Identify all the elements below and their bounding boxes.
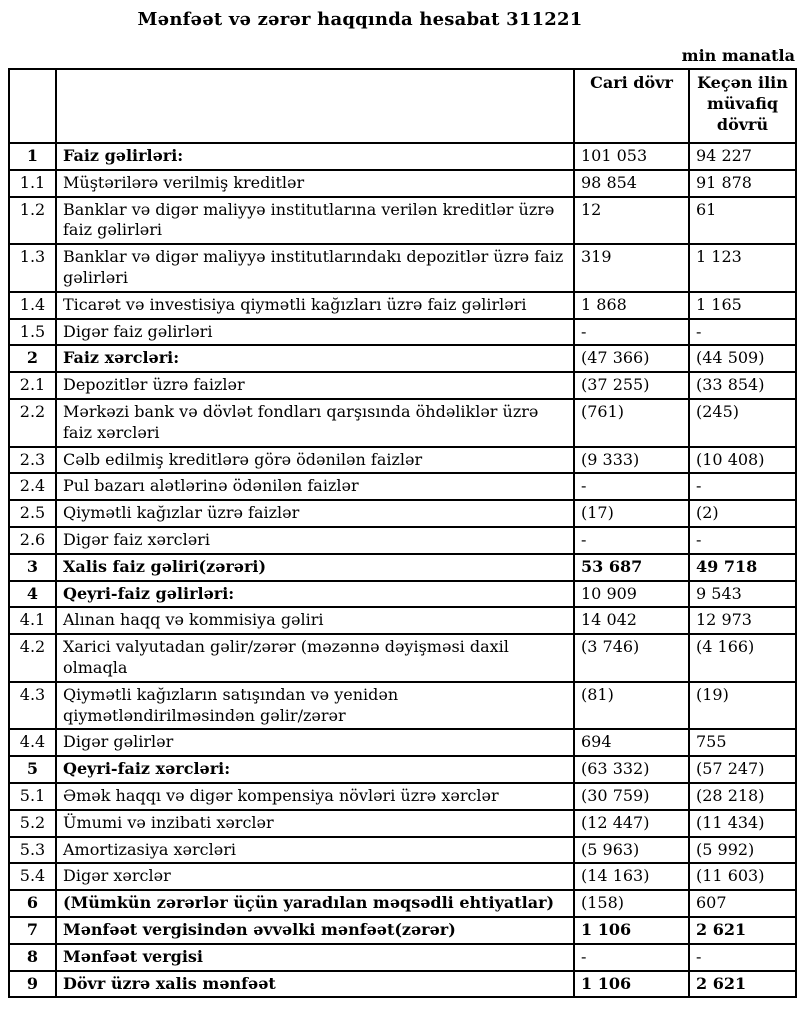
- pnl-table: [8, 68, 797, 998]
- row-label: Mənfəət vergisi: [56, 944, 574, 971]
- row-label: Banklar və digər maliyyə institutlarına verilən kreditlər üzrə faiz gəlirləri: [56, 197, 574, 245]
- row-number: 2.1: [9, 372, 56, 399]
- row-current-value: (9 333): [574, 447, 689, 474]
- row-current-value: (158): [574, 890, 689, 917]
- row-previous-value: (28 218): [689, 783, 796, 810]
- row-label: Cəlb edilmiş kreditlərə görə ödənilən faizlər: [56, 447, 574, 474]
- header-row: [9, 69, 796, 143]
- row-label: Qiymətli kağızlar üzrə faizlər: [56, 500, 574, 527]
- row-number: 2.6: [9, 527, 56, 554]
- row-current-value: 12: [574, 197, 689, 245]
- row-number: 1.3: [9, 244, 56, 292]
- row-label: Digər faiz xərcləri: [56, 527, 574, 554]
- row-previous-value: (57 247): [689, 756, 796, 783]
- row-label: Müştərilərə verilmiş kreditlər: [56, 170, 574, 197]
- row-number: 8: [9, 944, 56, 971]
- row-number: 3: [9, 554, 56, 581]
- row-number: 1.4: [9, 292, 56, 319]
- table-row: [9, 837, 796, 864]
- pnl-table-header: [9, 69, 796, 143]
- row-label: Əmək haqqı və digər kompensiya növləri üzrə xərclər: [56, 783, 574, 810]
- row-current-value: 14 042: [574, 607, 689, 634]
- row-number: 1: [9, 143, 56, 170]
- row-previous-value: (19): [689, 682, 796, 730]
- pnl-table-body: [9, 143, 796, 997]
- row-number: 5.3: [9, 837, 56, 864]
- row-label: Digər gəlirlər: [56, 729, 574, 756]
- row-previous-value: 61: [689, 197, 796, 245]
- row-previous-value: (5 992): [689, 837, 796, 864]
- table-row: [9, 917, 796, 944]
- row-label: Faiz xərcləri:: [56, 345, 574, 372]
- row-current-value: (37 255): [574, 372, 689, 399]
- row-previous-value: (2): [689, 500, 796, 527]
- table-row: [9, 292, 796, 319]
- table-row: [9, 197, 796, 245]
- row-previous-value: (10 408): [689, 447, 796, 474]
- row-current-value: 10 909: [574, 581, 689, 608]
- row-current-value: (5 963): [574, 837, 689, 864]
- table-row: [9, 319, 796, 346]
- row-label: Amortizasiya xərcləri: [56, 837, 574, 864]
- row-previous-value: (11 603): [689, 863, 796, 890]
- header-description-cell: [56, 69, 574, 143]
- row-label: Mənfəət vergisindən əvvəlki mənfəət(zərər): [56, 917, 574, 944]
- row-label: Qeyri-faiz xərcləri:: [56, 756, 574, 783]
- row-label: Pul bazarı alətlərinə ödənilən faizlər: [56, 473, 574, 500]
- row-previous-value: -: [689, 527, 796, 554]
- table-row: [9, 971, 796, 998]
- row-previous-value: 607: [689, 890, 796, 917]
- table-row: [9, 756, 796, 783]
- row-label: Dövr üzrə xalis mənfəət: [56, 971, 574, 998]
- row-number: 2.4: [9, 473, 56, 500]
- row-previous-value: -: [689, 473, 796, 500]
- row-current-value: -: [574, 473, 689, 500]
- unit-note: min manatla: [681, 46, 795, 65]
- row-previous-value: 94 227: [689, 143, 796, 170]
- row-current-value: 53 687: [574, 554, 689, 581]
- table-row: [9, 170, 796, 197]
- row-previous-value: (44 509): [689, 345, 796, 372]
- row-label: Depozitlər üzrə faizlər: [56, 372, 574, 399]
- row-number: 2.5: [9, 500, 56, 527]
- row-number: 4.2: [9, 634, 56, 682]
- row-previous-value: 2 621: [689, 971, 796, 998]
- row-current-value: (12 447): [574, 810, 689, 837]
- table-row: [9, 527, 796, 554]
- table-row: [9, 554, 796, 581]
- table-row: [9, 729, 796, 756]
- row-previous-value: 1 123: [689, 244, 796, 292]
- table-row: [9, 143, 796, 170]
- header-current-period: Cari dövr: [574, 69, 689, 143]
- row-label: Xarici valyutadan gəlir/zərər (məzənnə dəyişməsi daxil olmaqla: [56, 634, 574, 682]
- table-row: [9, 890, 796, 917]
- row-current-value: (14 163): [574, 863, 689, 890]
- row-current-value: -: [574, 319, 689, 346]
- row-current-value: 1 868: [574, 292, 689, 319]
- row-previous-value: 12 973: [689, 607, 796, 634]
- row-previous-value: 755: [689, 729, 796, 756]
- row-current-value: 98 854: [574, 170, 689, 197]
- row-label: (Mümkün zərərlər üçün yaradılan məqsədli ehtiyatlar): [56, 890, 574, 917]
- report-title: Mənfəət və zərər haqqında hesabat 311221: [137, 9, 583, 30]
- row-previous-value: (245): [689, 399, 796, 447]
- row-number: 7: [9, 917, 56, 944]
- row-number: 4.4: [9, 729, 56, 756]
- row-current-value: (3 746): [574, 634, 689, 682]
- row-number: 4.3: [9, 682, 56, 730]
- table-row: [9, 372, 796, 399]
- row-current-value: (30 759): [574, 783, 689, 810]
- row-number: 4: [9, 581, 56, 608]
- table-row: [9, 682, 796, 730]
- row-current-value: (761): [574, 399, 689, 447]
- table-row: [9, 944, 796, 971]
- row-previous-value: (11 434): [689, 810, 796, 837]
- table-row: [9, 607, 796, 634]
- row-number: 6: [9, 890, 56, 917]
- table-row: [9, 500, 796, 527]
- row-number: 2.2: [9, 399, 56, 447]
- row-label: Faiz gəlirləri:: [56, 143, 574, 170]
- table-row: [9, 810, 796, 837]
- row-current-value: 101 053: [574, 143, 689, 170]
- row-previous-value: -: [689, 944, 796, 971]
- row-label: Mərkəzi bank və dövlət fondları qarşısında öhdəliklər üzrə faiz xərcləri: [56, 399, 574, 447]
- row-number: 5: [9, 756, 56, 783]
- row-current-value: 1 106: [574, 971, 689, 998]
- row-number: 2: [9, 345, 56, 372]
- row-label: Qeyri-faiz gəlirləri:: [56, 581, 574, 608]
- row-label: Digər xərclər: [56, 863, 574, 890]
- table-row: [9, 244, 796, 292]
- row-previous-value: (4 166): [689, 634, 796, 682]
- row-number: 1.5: [9, 319, 56, 346]
- row-previous-value: (33 854): [689, 372, 796, 399]
- row-number: 2.3: [9, 447, 56, 474]
- row-previous-value: 9 543: [689, 581, 796, 608]
- table-row: [9, 863, 796, 890]
- row-number: 1.1: [9, 170, 56, 197]
- row-current-value: (17): [574, 500, 689, 527]
- row-label: Xalis faiz gəliri(zərəri): [56, 554, 574, 581]
- row-previous-value: 49 718: [689, 554, 796, 581]
- row-number: 5.2: [9, 810, 56, 837]
- row-current-value: 1 106: [574, 917, 689, 944]
- row-number: 9: [9, 971, 56, 998]
- row-current-value: 319: [574, 244, 689, 292]
- row-previous-value: 2 621: [689, 917, 796, 944]
- row-number: 4.1: [9, 607, 56, 634]
- row-current-value: -: [574, 527, 689, 554]
- row-label: Ticarət və investisiya qiymətli kağızları üzrə faiz gəlirləri: [56, 292, 574, 319]
- row-current-value: 694: [574, 729, 689, 756]
- row-previous-value: 91 878: [689, 170, 796, 197]
- row-label: Banklar və digər maliyyə institutlarındakı depozitlər üzrə faiz gəlirləri: [56, 244, 574, 292]
- row-label: Qiymətli kağızların satışından və yenidən qiymətləndirilməsindən gəlir/zərər: [56, 682, 574, 730]
- row-current-value: (47 366): [574, 345, 689, 372]
- row-previous-value: -: [689, 319, 796, 346]
- row-current-value: -: [574, 944, 689, 971]
- row-label: Ümumi və inzibati xərclər: [56, 810, 574, 837]
- table-row: [9, 447, 796, 474]
- table-row: [9, 345, 796, 372]
- table-row: [9, 581, 796, 608]
- row-label: Digər faiz gəlirləri: [56, 319, 574, 346]
- row-number: 5.4: [9, 863, 56, 890]
- table-row: [9, 473, 796, 500]
- row-number: 5.1: [9, 783, 56, 810]
- table-row: [9, 634, 796, 682]
- table-row: [9, 399, 796, 447]
- row-label: Alınan haqq və kommisiya gəliri: [56, 607, 574, 634]
- row-current-value: (63 332): [574, 756, 689, 783]
- row-current-value: (81): [574, 682, 689, 730]
- table-row: [9, 783, 796, 810]
- row-previous-value: 1 165: [689, 292, 796, 319]
- row-number: 1.2: [9, 197, 56, 245]
- header-previous-period: Keçən ilin müvafiq dövrü: [689, 69, 796, 143]
- header-number-cell: [9, 69, 56, 143]
